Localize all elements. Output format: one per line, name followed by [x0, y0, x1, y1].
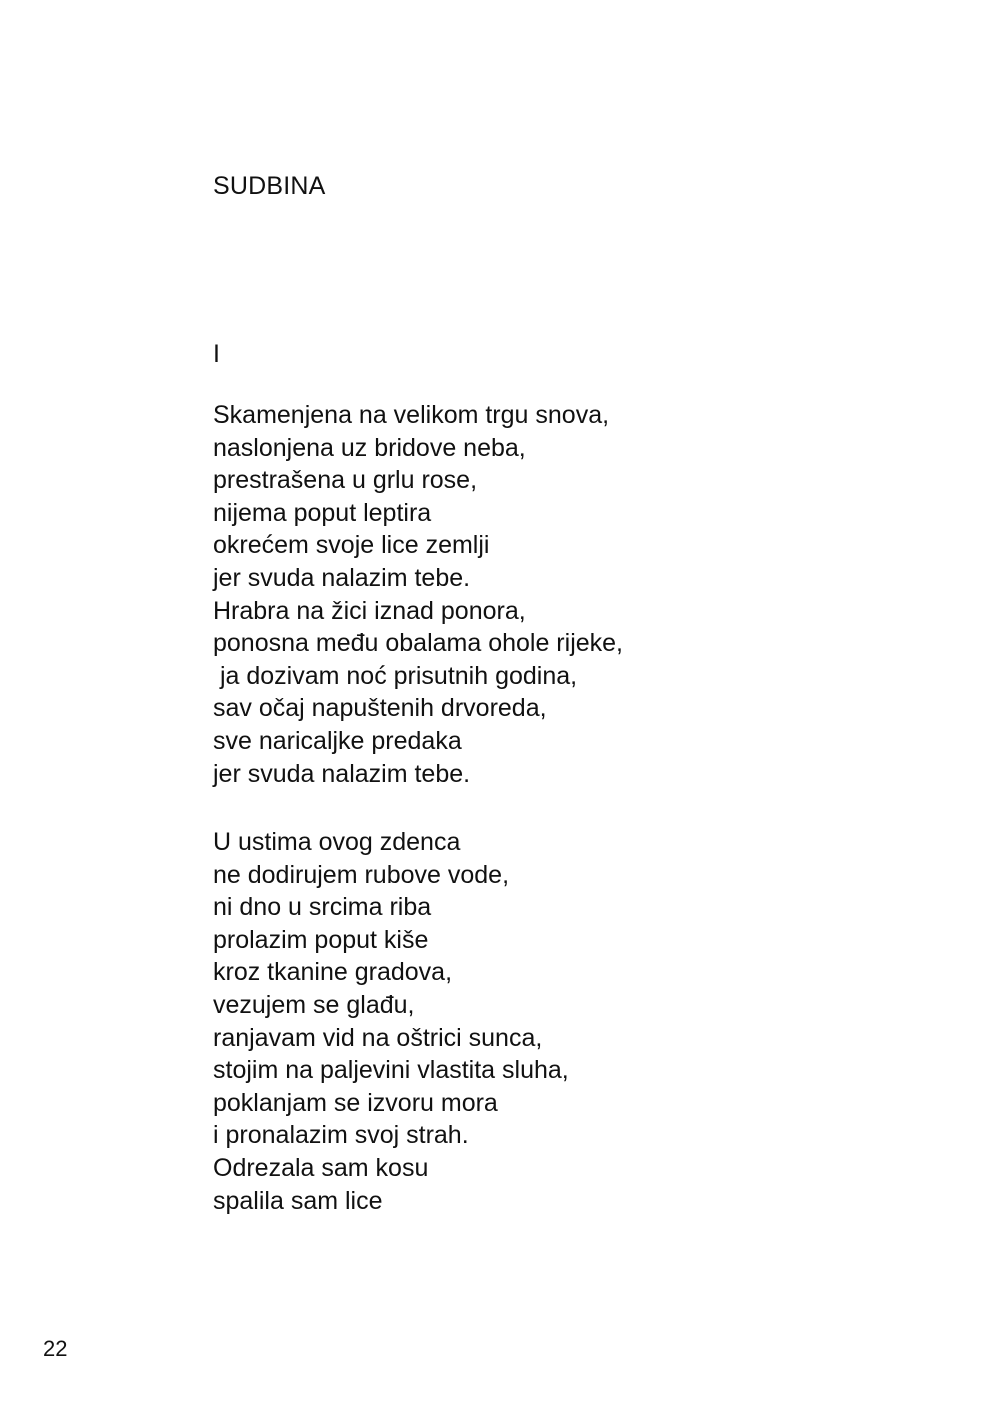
verse-line: naslonjena uz bridove neba, — [213, 433, 526, 462]
stanza-1 — [213, 399, 623, 790]
verse-line: Hrabra na žici iznad ponora, — [213, 596, 526, 625]
verse-line: ja dozivam noć prisutnih godina, — [213, 661, 578, 690]
verse-line: kroz tkanine gradova, — [213, 958, 453, 987]
verse-line: ponosna među obalama ohole rijeke, — [213, 629, 623, 658]
verse-line: Skamenjena na velikom trgu snova, — [213, 401, 610, 429]
verse-line: jer svuda nalazim tebe. — [213, 759, 471, 788]
verse-line: stojim na paljevini vlastita sluha, — [213, 1056, 569, 1085]
verse-line: jer svuda nalazim tebe. — [213, 563, 471, 592]
verse-line: okrećem svoje lice zemlji — [213, 531, 490, 560]
page-number: 22 — [43, 1336, 68, 1361]
verse-line: prolazim poput kiše — [213, 925, 429, 954]
verse-line: sav očaj napuštenih drvoreda, — [213, 694, 547, 723]
section-number: I — [213, 340, 220, 368]
verse-line: U ustima ovog zdenca — [213, 828, 461, 856]
verse-line: nijema poput leptira — [213, 498, 432, 527]
verse-line: spalila sam lice — [213, 1186, 383, 1215]
verse-line: ni dno u srcima riba — [213, 893, 432, 922]
verse-line: ne dodirujem rubove vode, — [213, 860, 510, 889]
verse-line: sve naricaljke predaka — [213, 726, 462, 755]
verse-line: Odrezala sam kosu — [213, 1153, 429, 1182]
poem-title: SUDBINA — [213, 172, 326, 200]
verse-line: prestrašena u grlu rose, — [213, 466, 478, 495]
verse-line: vezujem se glađu, — [213, 990, 415, 1019]
verse-line: ranjavam vid na oštrici sunca, — [213, 1023, 543, 1052]
verse-line: poklanjam se izvoru mora — [213, 1088, 498, 1117]
verse-line: i pronalazim svoj strah. — [213, 1121, 469, 1150]
stanza-2 — [213, 826, 569, 1217]
